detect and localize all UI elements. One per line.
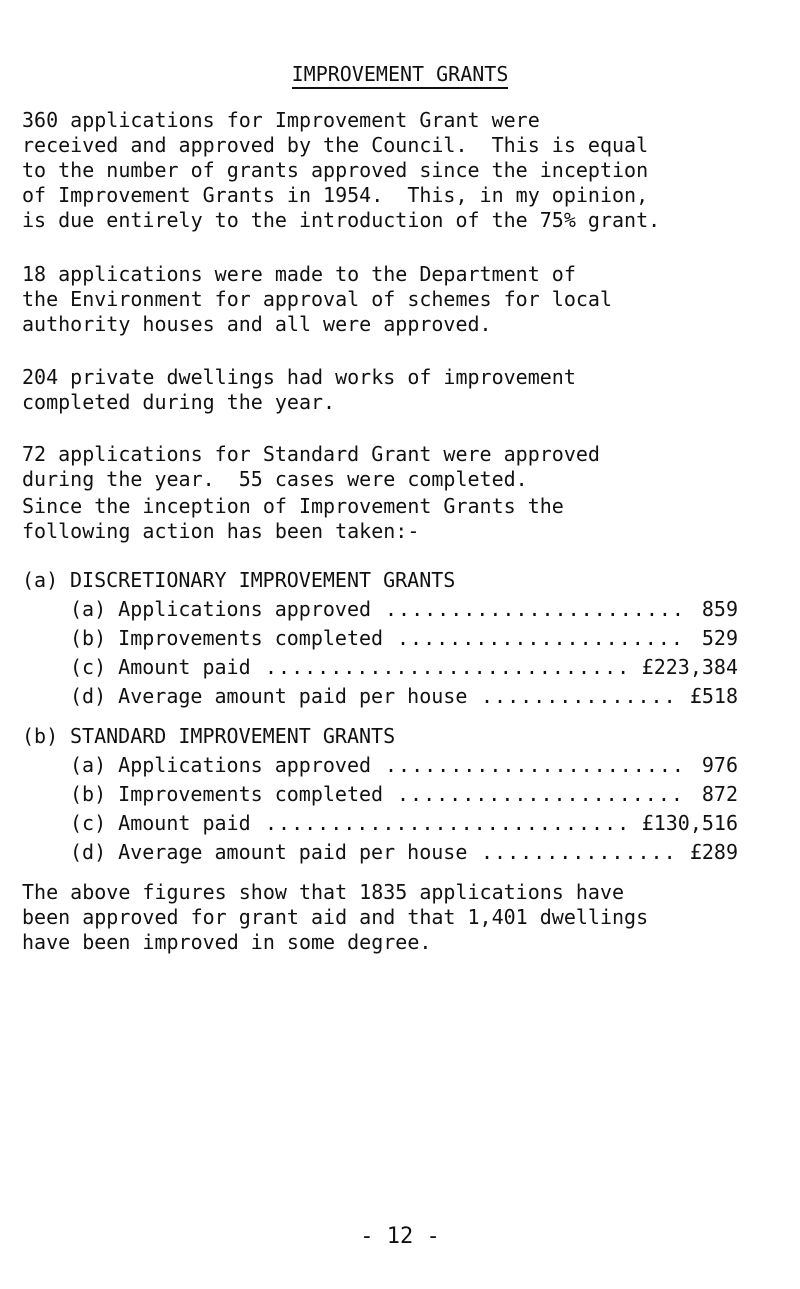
row-label: (a) Applications approved (70, 753, 372, 777)
leader-dots: ............... (481, 840, 677, 864)
row-label: (d) Average amount paid per house (70, 684, 468, 708)
standard-row (70, 809, 738, 837)
paragraph-applications: 360 applications for Improvement Grant were received and approved by the Council. This is equal to the number of grants approved since the inception of Improvement Grants in 1954. This, in my opinion, is due entirely to the introduction of the 75% grant. (22, 108, 661, 232)
leader-dots: ............... (481, 684, 677, 708)
standard-row (70, 751, 738, 779)
paragraph-standard-grant: 72 applications for Standard Grant were approved during the year. 55 cases were completed. (22, 442, 600, 491)
standard-row (70, 838, 738, 866)
row-value: £130,516 (641, 811, 738, 835)
row-label: (b) Improvements completed (70, 626, 384, 650)
row-value: £289 (689, 840, 738, 864)
discretionary-row (70, 595, 738, 623)
section-b-heading: STANDARD IMPROVEMENT GRANTS (70, 724, 396, 748)
discretionary-row (70, 624, 738, 652)
closing-paragraph: The above figures show that 1835 applications have been approved for grant aid and that 1,401 dwellings have been improved in some degree. (22, 880, 649, 954)
leader-dots: ............................ (265, 655, 631, 679)
leader-dots: ....................... (385, 753, 685, 777)
paragraph-department: 18 applications were made to the Department of the Environment for approval of schemes for local authority houses and all were approved. (22, 262, 613, 336)
section-a-marker: (a) (22, 568, 59, 592)
page-title-text: IMPROVEMENT GRANTS (292, 62, 509, 89)
leader-dots: ....................... (385, 597, 685, 621)
row-label: (c) Amount paid (70, 811, 251, 835)
row-label: (c) Amount paid (70, 655, 251, 679)
discretionary-row (70, 653, 738, 681)
row-label: (b) Improvements completed (70, 782, 384, 806)
leader-dots: ...................... (397, 626, 684, 650)
page-number: - 12 - (360, 1224, 440, 1249)
row-label: (a) Applications approved (70, 597, 372, 621)
row-value: £518 (689, 684, 738, 708)
row-value: £223,384 (641, 655, 738, 679)
discretionary-row (70, 682, 738, 710)
paragraph-inception: Since the inception of Improvement Grants the following action has been taken:- (22, 494, 564, 543)
row-value: 872 (701, 782, 738, 806)
page-title (0, 62, 800, 86)
row-value: 859 (701, 597, 738, 621)
row-value: 529 (701, 626, 738, 650)
section-a-heading: DISCRETIONARY IMPROVEMENT GRANTS (70, 568, 456, 592)
row-value: 976 (701, 753, 738, 777)
row-label: (d) Average amount paid per house (70, 840, 468, 864)
paragraph-private-dwellings: 204 private dwellings had works of improvement completed during the year. (22, 365, 576, 414)
leader-dots: ............................ (265, 811, 631, 835)
section-b-marker: (b) (22, 724, 59, 748)
standard-row (70, 780, 738, 808)
leader-dots: ...................... (397, 782, 684, 806)
